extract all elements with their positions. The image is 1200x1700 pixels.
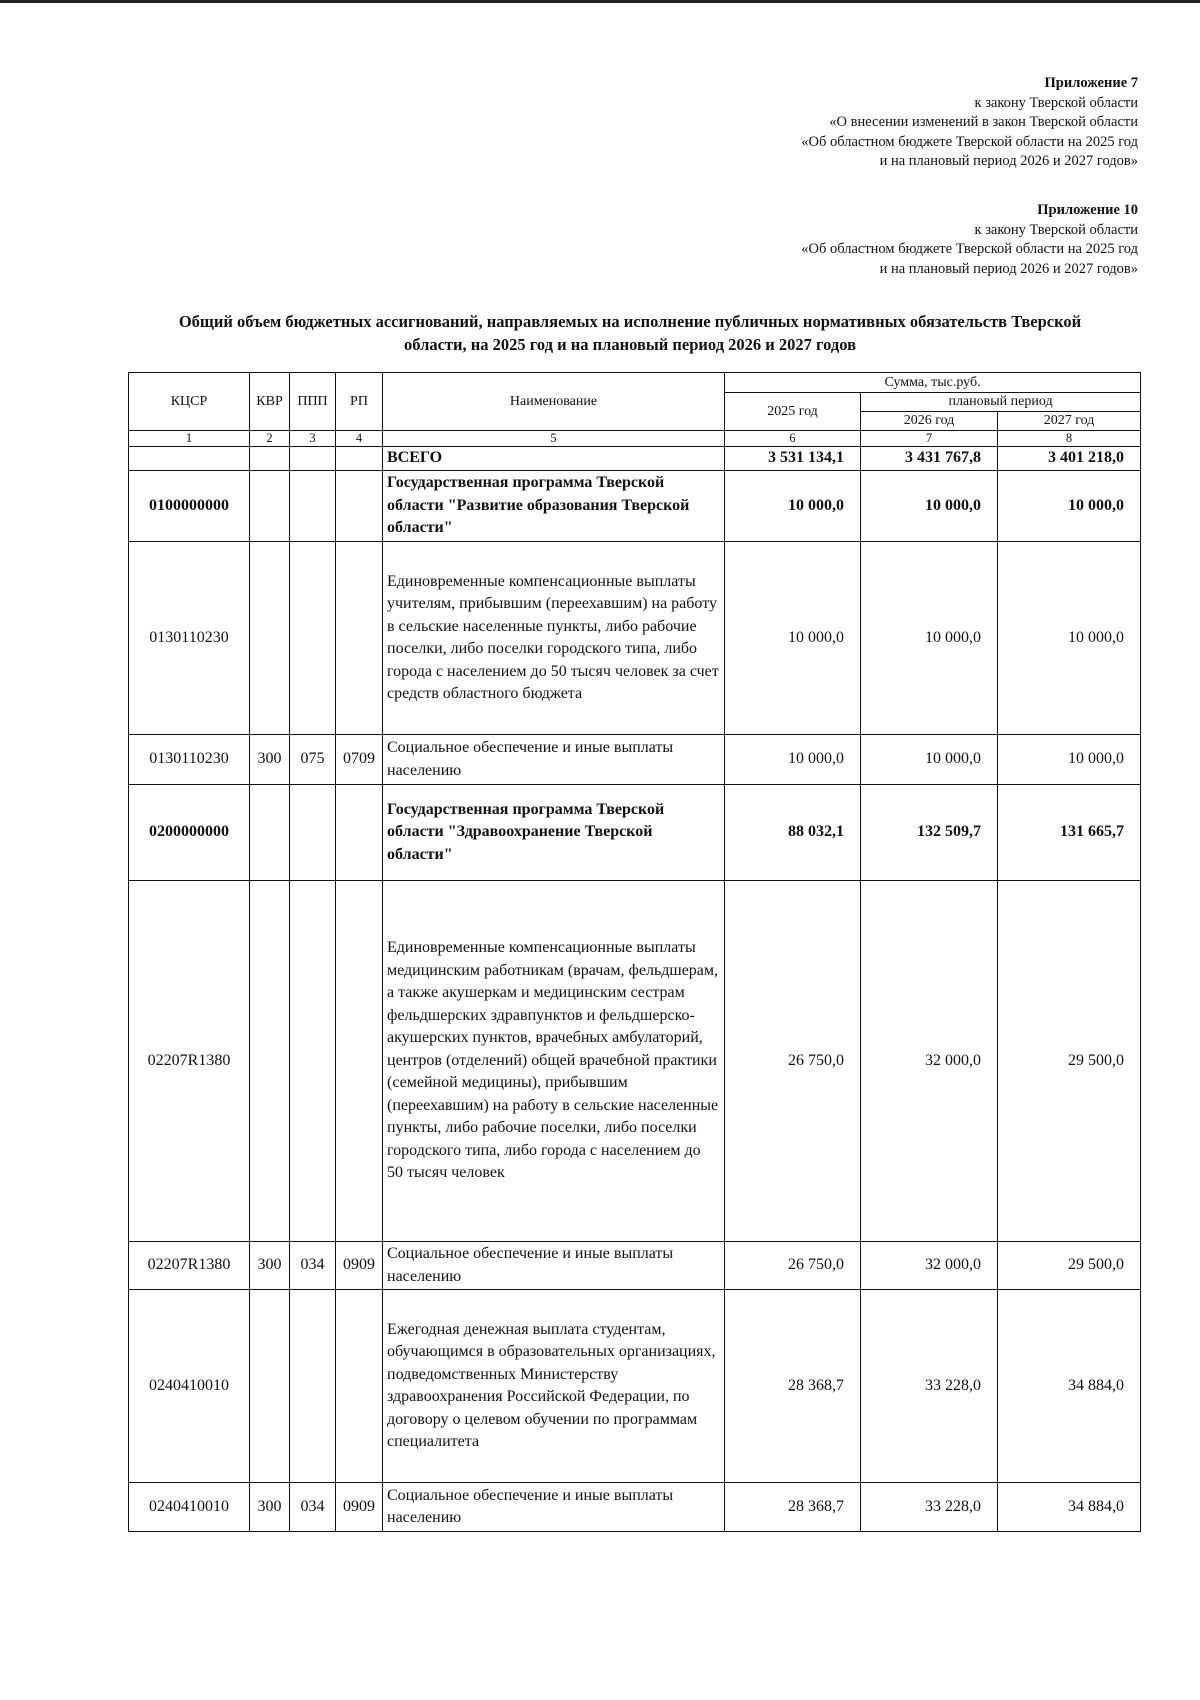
row-ppp xyxy=(290,471,336,542)
appendix-7-line: и на плановый период 2026 и 2027 годов» xyxy=(879,153,1138,169)
row-ppp xyxy=(290,785,336,881)
row-ppp xyxy=(290,881,336,1242)
total-2027: 3 401 218,0 xyxy=(998,447,1141,471)
row-kvr xyxy=(250,881,290,1242)
header-rp: РП xyxy=(336,373,383,431)
column-number: 1 xyxy=(129,431,250,447)
row-2026: 10 000,0 xyxy=(861,735,998,785)
row-name: Социальное обеспечение и иные выплаты населению xyxy=(383,1483,725,1532)
row-kcsr: 0100000000 xyxy=(129,471,250,542)
table-row xyxy=(129,1242,1141,1290)
row-kvr xyxy=(250,1290,290,1483)
header-2026: 2026 год xyxy=(861,412,998,431)
column-number: 2 xyxy=(250,431,290,447)
row-2027: 34 884,0 xyxy=(998,1483,1141,1532)
total-2025: 3 531 134,1 xyxy=(725,447,861,471)
header-sum: Сумма, тыс.руб. xyxy=(725,373,1141,393)
row-kcsr: 02207R1380 xyxy=(129,881,250,1242)
row-rp: 0709 xyxy=(336,735,383,785)
row-ppp: 034 xyxy=(290,1483,336,1532)
table-row xyxy=(129,542,1141,735)
row-2026: 33 228,0 xyxy=(861,1290,998,1483)
table-row xyxy=(129,1290,1141,1483)
total-label: ВСЕГО xyxy=(383,447,725,471)
appendix-10-line: к закону Тверской области xyxy=(974,221,1138,238)
row-2027: 10 000,0 xyxy=(998,471,1141,542)
row-2027: 10 000,0 xyxy=(998,542,1141,735)
row-kvr: 300 xyxy=(250,735,290,785)
row-rp xyxy=(336,785,383,881)
row-kcsr: 0240410010 xyxy=(129,1483,250,1532)
table-row xyxy=(129,471,1141,542)
document-title-line-1: Общий объем бюджетных ассигнований, направляемых на исполнение публичных нормативных обязательств Тверской xyxy=(178,312,1082,331)
header-planned-period: плановый период xyxy=(861,393,1141,412)
row-name: Государственная программа Тверской области "Здравоохранение Тверской области" xyxy=(383,785,725,881)
row-kvr: 300 xyxy=(250,1242,290,1290)
row-2026: 10 000,0 xyxy=(861,542,998,735)
row-2027: 29 500,0 xyxy=(998,881,1141,1242)
total-row xyxy=(129,447,1141,471)
document-title xyxy=(120,310,1140,356)
column-number: 4 xyxy=(336,431,383,447)
row-rp xyxy=(336,1290,383,1483)
row-2026: 10 000,0 xyxy=(861,471,998,542)
row-ppp xyxy=(290,1290,336,1483)
row-name: Социальное обеспечение и иные выплаты населению xyxy=(383,1242,725,1290)
row-kcsr: 0240410010 xyxy=(129,1290,250,1483)
header-2027: 2027 год xyxy=(998,412,1141,431)
appendix-7-line: «О внесении изменений в закон Тверской области xyxy=(829,114,1138,130)
row-2025: 28 368,7 xyxy=(725,1483,861,1532)
row-2027: 34 884,0 xyxy=(998,1290,1141,1483)
row-ppp: 034 xyxy=(290,1242,336,1290)
row-2027: 10 000,0 xyxy=(998,735,1141,785)
header-kcsr: КЦСР xyxy=(129,373,250,431)
row-2025: 88 032,1 xyxy=(725,785,861,881)
table-row xyxy=(129,881,1141,1242)
row-2027: 131 665,7 xyxy=(998,785,1141,881)
row-kvr xyxy=(250,542,290,735)
column-number: 5 xyxy=(383,431,725,447)
row-2026: 132 509,7 xyxy=(861,785,998,881)
row-kcsr: 0130110230 xyxy=(129,542,250,735)
row-kvr xyxy=(250,785,290,881)
budget-table xyxy=(128,372,1141,1532)
row-rp xyxy=(336,471,383,542)
header-2025: 2025 год xyxy=(725,393,861,431)
row-2025: 10 000,0 xyxy=(725,471,861,542)
column-number: 7 xyxy=(861,431,998,447)
row-ppp xyxy=(290,542,336,735)
row-name: Ежегодная денежная выплата студентам, обучающимся в образовательных организациях, подведомственных Министерству здравоохранения Российской Федерации, по договору о целевом обучении по программам специалитета xyxy=(383,1290,725,1483)
appendix-7-line: к закону Тверской области xyxy=(974,94,1138,111)
scan-top-border xyxy=(0,0,1200,3)
header-name: Наименование xyxy=(383,373,725,431)
row-kcsr: 0200000000 xyxy=(129,785,250,881)
column-number: 6 xyxy=(725,431,861,447)
row-name: Единовременные компенсационные выплаты медицинским работникам (врачам, фельдшерам, а также акушеркам и медицинским сестрам фельдшерских здравпунктов и фельдшерско-акушерских пунктов, врачебных амбулаторий, центров (отделений) общей врачебной практики (семейной медицины), прибывшим (переехавшим) на работу в сельские населенные пункты, либо рабочие поселки, либо поселки городского типа, либо города с населением до 50 тысяч человек xyxy=(383,881,725,1242)
document-title-line-2: области, на 2025 год и на плановый период 2026 и 2027 годов xyxy=(403,335,856,354)
row-rp xyxy=(336,881,383,1242)
header-ppp: ППП xyxy=(290,373,336,431)
appendix-7-header xyxy=(801,74,1138,172)
row-2025: 26 750,0 xyxy=(725,1242,861,1290)
row-2026: 32 000,0 xyxy=(861,1242,998,1290)
row-2025: 10 000,0 xyxy=(725,735,861,785)
row-2026: 32 000,0 xyxy=(861,881,998,1242)
header-kvr: КВР xyxy=(250,373,290,431)
row-ppp: 075 xyxy=(290,735,336,785)
row-rp xyxy=(336,542,383,735)
row-kcsr: 02207R1380 xyxy=(129,1242,250,1290)
appendix-7-line: «Об областном бюджете Тверской области на 2025 год xyxy=(801,133,1138,150)
table-row xyxy=(129,735,1141,785)
row-rp: 0909 xyxy=(336,1242,383,1290)
column-number: 3 xyxy=(290,431,336,447)
row-name: Единовременные компенсационные выплаты учителям, прибывшим (переехавшим) на работу в сельские населенные пункты, либо рабочие поселки, либо поселки городского типа, либо города с населением до 50 тысяч человек за счет средств областного бюджета xyxy=(383,542,725,735)
column-number-row xyxy=(129,431,1141,447)
row-kcsr: 0130110230 xyxy=(129,735,250,785)
row-rp: 0909 xyxy=(336,1483,383,1532)
row-2026: 33 228,0 xyxy=(861,1483,998,1532)
appendix-10-line: «Об областном бюджете Тверской области на 2025 год xyxy=(801,241,1138,257)
row-kvr: 300 xyxy=(250,1483,290,1532)
row-name: Государственная программа Тверской области "Развитие образования Тверской области" xyxy=(383,471,725,542)
row-kvr xyxy=(250,471,290,542)
table-row xyxy=(129,785,1141,881)
appendix-7-title: Приложение 7 xyxy=(1044,75,1138,91)
row-2027: 29 500,0 xyxy=(998,1242,1141,1290)
total-2026: 3 431 767,8 xyxy=(861,447,998,471)
row-2025: 26 750,0 xyxy=(725,881,861,1242)
column-number: 8 xyxy=(998,431,1141,447)
row-2025: 28 368,7 xyxy=(725,1290,861,1483)
appendix-10-line: и на плановый период 2026 и 2027 годов» xyxy=(879,260,1138,277)
row-2025: 10 000,0 xyxy=(725,542,861,735)
appendix-10-header xyxy=(801,201,1138,279)
row-name: Социальное обеспечение и иные выплаты населению xyxy=(383,735,725,785)
appendix-10-title: Приложение 10 xyxy=(1037,202,1138,218)
table-row xyxy=(129,1483,1141,1532)
